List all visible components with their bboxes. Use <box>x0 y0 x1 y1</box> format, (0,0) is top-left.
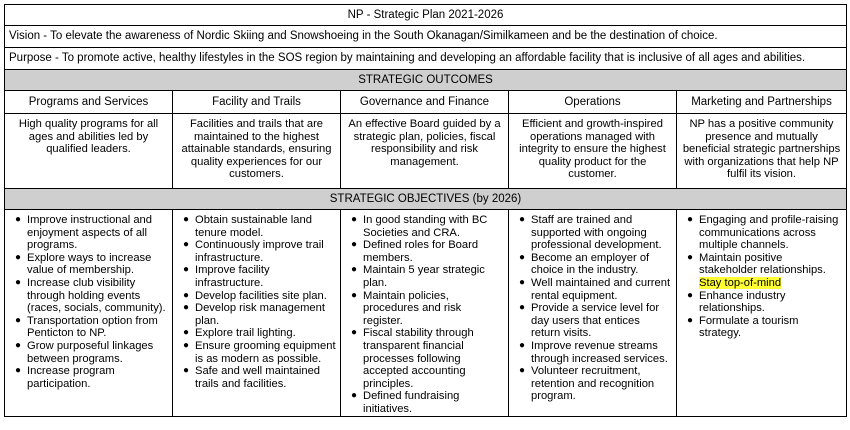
bullet-icon: ● <box>687 214 694 225</box>
objective-item <box>177 327 336 340</box>
bullet-icon: ● <box>183 339 190 351</box>
objective-text: Maintain 5 year strategic plan. <box>363 264 485 289</box>
objective-item <box>681 252 842 290</box>
objective-item <box>681 214 842 252</box>
objectives-facility <box>173 210 341 417</box>
outcome-operations: Efficient and growth-inspired operations managed with integrity to ensure the highest quality product for the customer. <box>509 114 677 189</box>
objective-text: Enhance industry relationships. <box>699 289 786 315</box>
objective-text: Develop facilities site plan. <box>195 289 327 302</box>
objective-list <box>513 214 672 403</box>
objective-item <box>513 302 672 340</box>
column-header-governance: Governance and Finance <box>341 91 509 114</box>
objective-text: Formulate a tourism strategy. <box>699 314 799 340</box>
objectives-programs <box>5 210 173 417</box>
objective-item <box>345 390 504 415</box>
bullet-icon: ● <box>687 251 694 263</box>
objective-text: Improve instructional and enjoyment aspects of all programs. <box>27 214 152 252</box>
objective-text: In good standing with BC Societies and CRA. <box>363 214 488 239</box>
objective-text: Increase club visibility through holding events (races, socials, community). <box>27 276 166 315</box>
bullet-icon: ● <box>15 314 22 326</box>
objective-item <box>513 340 672 365</box>
objective-text: Ensure grooming equipment is as modern as possible. <box>195 339 336 365</box>
objective-item <box>177 239 336 264</box>
objective-text: Become an employer of choice in the industry. <box>531 251 650 277</box>
objective-item <box>345 327 504 390</box>
outcome-programs: High quality programs for all ages and abilities led by qualified leaders. <box>5 114 173 189</box>
bullet-icon: ● <box>351 264 358 276</box>
outcomes-heading: STRATEGIC OUTCOMES <box>5 70 847 91</box>
objective-text: Maintain positive stakeholder relationships. <box>699 251 826 277</box>
bullet-icon: ● <box>15 365 22 377</box>
bullet-icon: ● <box>519 276 526 288</box>
objective-item <box>345 239 504 264</box>
bullet-icon: ● <box>183 289 190 301</box>
objective-text: Defined roles for Board members. <box>363 239 479 264</box>
objective-text: Maintain policies, procedures and risk register. <box>363 289 462 327</box>
objective-text: Develop risk management plan. <box>195 302 325 327</box>
objective-text: Obtain sustainable land tenure model. <box>195 214 312 239</box>
objective-item <box>9 315 168 340</box>
objective-item <box>513 277 672 302</box>
column-header-facility: Facility and Trails <box>173 91 341 114</box>
objective-item <box>177 302 336 327</box>
objective-text: Staff are trained and supported with ongoing professional development. <box>531 214 662 252</box>
objective-item <box>9 214 168 252</box>
column-header-programs: Programs and Services <box>5 91 173 114</box>
plan-title: NP - Strategic Plan 2021-2026 <box>5 5 847 26</box>
objectives-governance <box>341 210 509 417</box>
bullet-icon: ● <box>183 365 190 377</box>
objective-item <box>177 214 336 239</box>
objective-text: Increase program participation. <box>27 365 115 390</box>
objective-item <box>513 365 672 403</box>
objective-item <box>177 365 336 390</box>
objective-list <box>345 214 504 416</box>
objective-text: Fiscal stability through transparent financial processes following accepted accounting principles. <box>363 327 474 390</box>
bullet-icon: ● <box>519 302 526 314</box>
objective-text: Grow purposeful linkages between programs. <box>27 339 154 365</box>
objective-text: Improve facility infrastructure. <box>195 264 270 289</box>
objective-list <box>681 214 842 340</box>
outcome-facility: Facilities and trails that are maintained to the highest attainable standards, ensuring quality experiences for our customers. <box>173 114 341 189</box>
bullet-icon: ● <box>351 390 358 402</box>
bullet-icon: ● <box>15 214 22 225</box>
bullet-icon: ● <box>351 327 358 339</box>
objective-text: Defined fundraising initiatives. <box>363 390 460 415</box>
objective-item <box>345 290 504 328</box>
objective-text: Well maintained and current rental equipment. <box>531 276 671 302</box>
vision-statement: Vision - To elevate the awareness of Nordic Skiing and Snowshoeing in the South Okanagan/Similkameen and be the destination of choice. <box>5 26 847 48</box>
objective-item <box>177 340 336 365</box>
column-header-marketing: Marketing and Partnerships <box>677 91 847 114</box>
bullet-icon: ● <box>183 327 190 339</box>
bullet-icon: ● <box>687 314 694 326</box>
objective-item <box>9 365 168 390</box>
objective-text: Engaging and profile-raising communications across multiple channels. <box>699 214 839 252</box>
bullet-icon: ● <box>519 339 526 351</box>
bullet-icon: ● <box>183 264 190 276</box>
bullet-icon: ● <box>183 302 190 314</box>
highlighted-text: Stay top-of-mind <box>699 276 782 289</box>
bullet-icon: ● <box>183 239 190 251</box>
objective-item <box>9 340 168 365</box>
objective-item <box>681 290 842 315</box>
bullet-icon: ● <box>519 365 526 377</box>
bullet-icon: ● <box>351 214 358 225</box>
bullet-icon: ● <box>519 251 526 263</box>
objective-item <box>9 252 168 277</box>
purpose-statement: Purpose - To promote active, healthy lifestyles in the SOS region by maintaining and developing an affordable facility that is inclusive of all ages and abilities. <box>5 48 847 70</box>
outcome-governance: An effective Board guided by a strategic plan, policies, fiscal responsibility and risk management. <box>341 114 509 189</box>
bullet-icon: ● <box>15 276 22 288</box>
objectives-marketing <box>677 210 847 417</box>
objectives-operations <box>509 210 677 417</box>
bullet-icon: ● <box>15 251 22 263</box>
bullet-icon: ● <box>519 214 526 225</box>
objective-list <box>9 214 168 390</box>
objective-text: Continuously improve trail infrastructure. <box>195 239 324 264</box>
objective-item <box>681 315 842 340</box>
objective-text: Explore ways to increase value of membership. <box>27 251 152 277</box>
objective-text: Provide a service level for day users that entices return visits. <box>531 302 660 340</box>
objective-list <box>177 214 336 390</box>
objective-text: Explore trail lighting. <box>195 327 296 340</box>
objective-item <box>177 290 336 303</box>
outcome-marketing: NP has a positive community presence and mutually beneficial strategic partnerships with organizations that help NP fulfil its vision. <box>677 114 847 189</box>
strategic-plan-table <box>4 4 847 417</box>
objectives-heading: STRATEGIC OBJECTIVES (by 2026) <box>5 189 847 210</box>
bullet-icon: ● <box>15 339 22 351</box>
objective-text: Transportation option from Penticton to NP. <box>27 314 158 340</box>
objective-item <box>345 264 504 289</box>
objective-text: Volunteer recruitment, retention and recognition program. <box>531 365 655 403</box>
objective-item <box>513 214 672 252</box>
bullet-icon: ● <box>351 239 358 251</box>
bullet-icon: ● <box>351 289 358 301</box>
objective-item <box>513 252 672 277</box>
objective-item <box>345 214 504 239</box>
objective-text: Safe and well maintained trails and facilities. <box>195 365 321 390</box>
bullet-icon: ● <box>183 214 190 225</box>
objective-text: Improve revenue streams through increased services. <box>531 339 668 365</box>
objective-item <box>177 264 336 289</box>
objective-item <box>9 277 168 315</box>
column-header-operations: Operations <box>509 91 677 114</box>
bullet-icon: ● <box>687 289 694 301</box>
